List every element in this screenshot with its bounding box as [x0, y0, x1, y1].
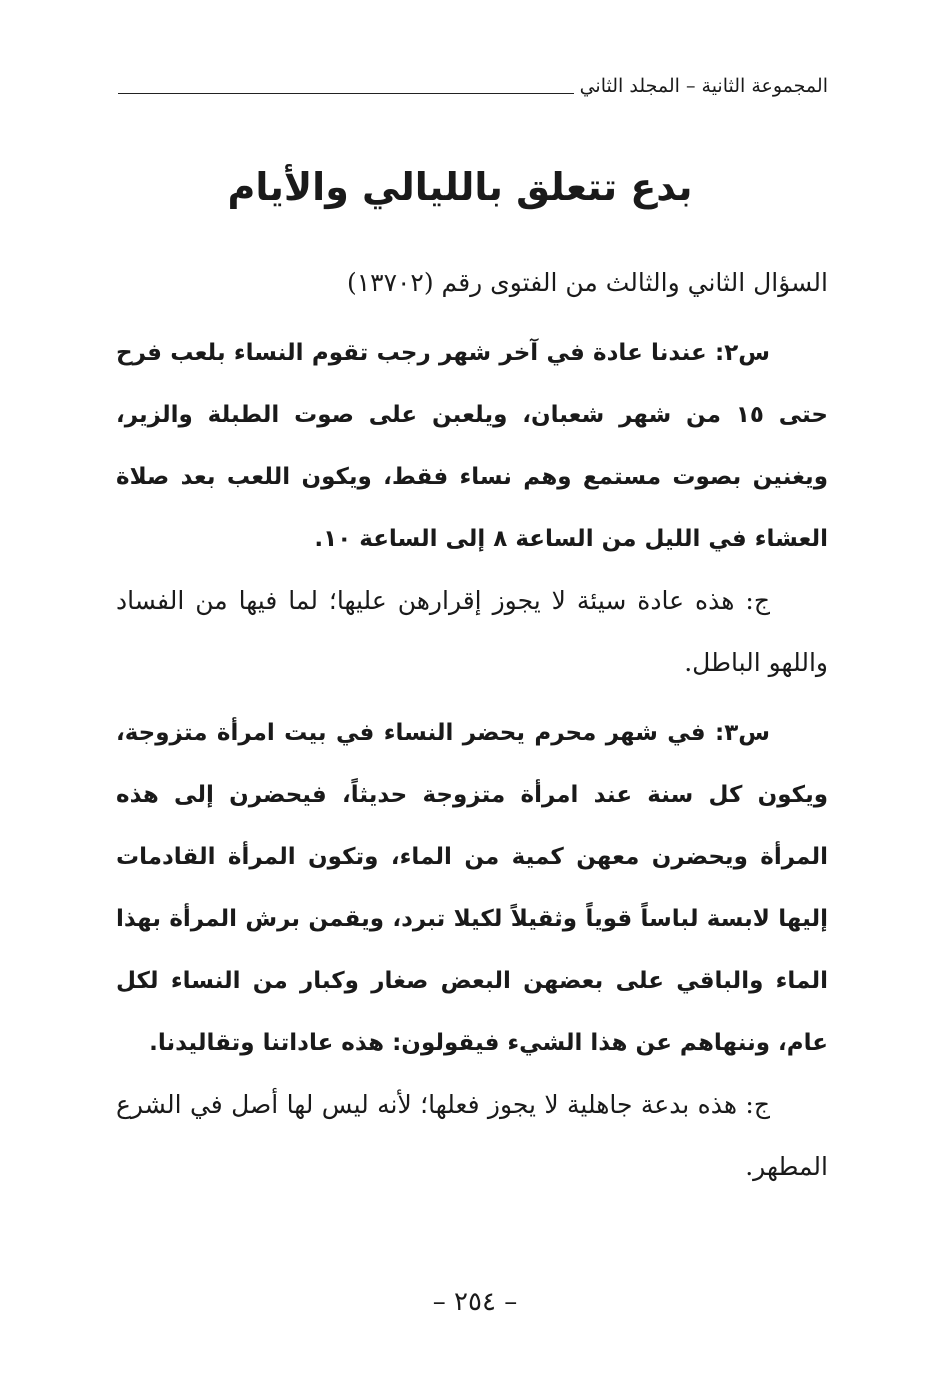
- page-number: – ٢٥٤ –: [432, 1287, 518, 1317]
- section-title: بدع تتعلق بالليالي والأيام: [227, 165, 693, 209]
- answer-2: ج: هذه عادة سيئة لا يجوز إقرارهن عليها؛ لما فيها من الفساد واللهو الباطل.: [116, 586, 828, 677]
- running-header-title: المجموعة الثانية – المجلد الثاني: [579, 75, 828, 97]
- question-2: س٢: عندنا عادة في آخر شهر رجب تقوم النساء بلعب فرح حتى ١٥ من شهر شعبان، ويلعبن على صوت الطبلة والزير، ويغنين بصوت مستمع وهم نساء فقط، ويكون اللعب بعد صلاة العشاء في الليل من الساعة ٨ إلى الساعة ١٠.: [116, 340, 828, 552]
- question-3: س٣: في شهر محرم يحضر النساء في بيت امرأة متزوجة، ويكون كل سنة عند امرأة متزوجة حديثاً، فيحضرن إلى هذه المرأة ويحضرن معهن كمية من الماء، وتكون المرأة القادمات إليها لابسة لباساً قوياً وثقيلاً لكيلا تبرد، ويقمن برش المرأة بهذا الماء والباقي على بعضهن البعض صغار وكبار من النساء لكل عام، وننهاهم عن هذا الشيء فيقولون: هذه عاداتنا وتقاليدنا.: [116, 720, 828, 1056]
- running-header: [118, 58, 828, 98]
- answer-3: ج: هذه بدعة جاهلية لا يجوز فعلها؛ لأنه ليس لها أصل في الشرع المطهر.: [116, 1090, 828, 1181]
- header-rule: [118, 93, 574, 94]
- body-text: [116, 252, 828, 1198]
- fatwa-reference: السؤال الثاني والثالث من الفتوى رقم (١٣٧٠٢): [346, 268, 828, 297]
